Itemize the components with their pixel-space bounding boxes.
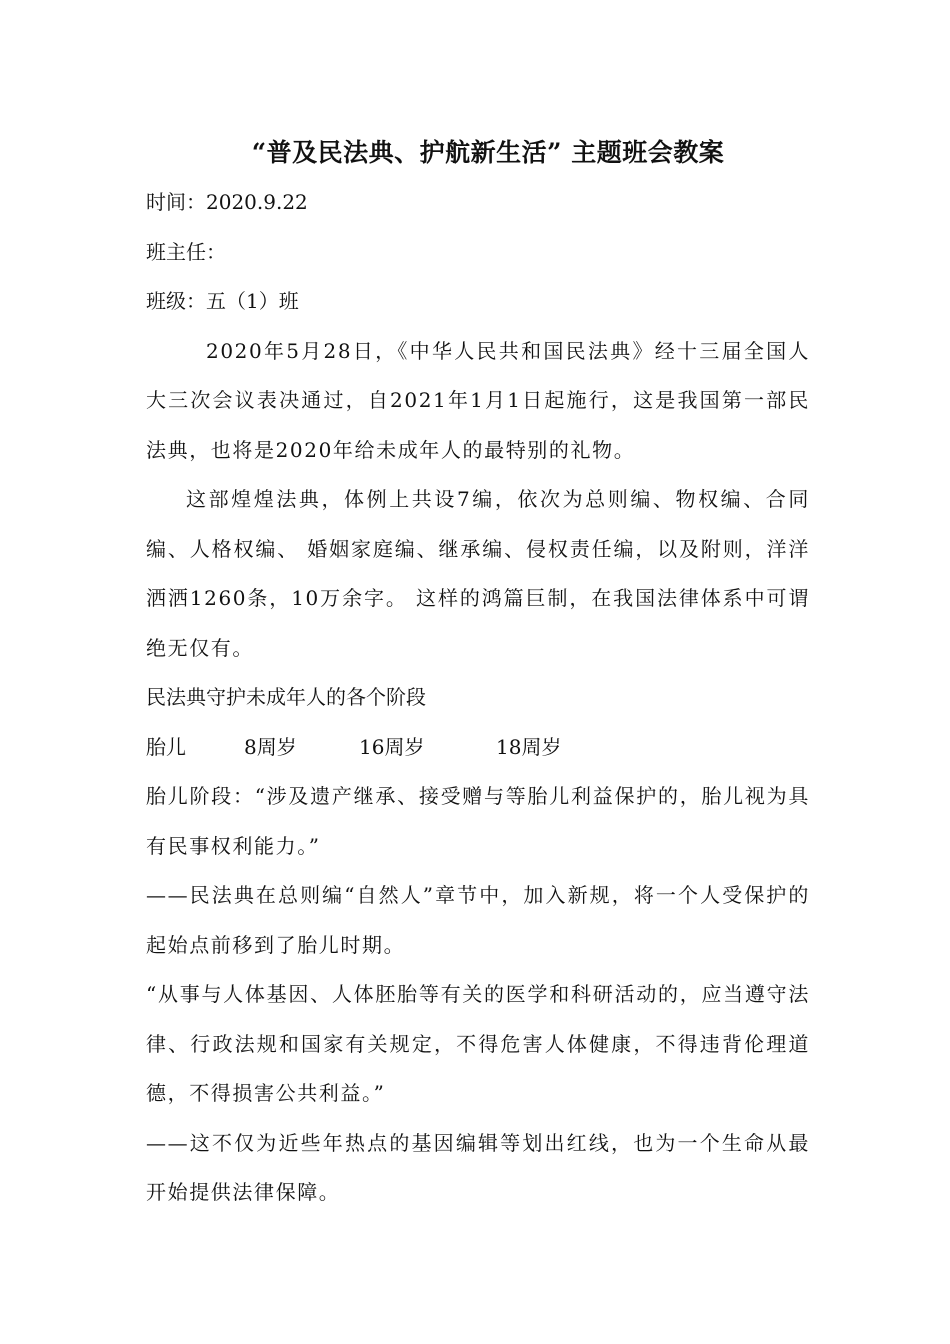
intro-paragraph: 2020年5月28日，《中华人民共和国民法典》经十三届全国人大三次会议表决通过，自2021年1月1日起施行，这是我国第一部民法典，也将是2020年给未成年人的最特别的礼物。 (146, 338, 810, 462)
fetus-quote: 胎儿阶段：“涉及遗产继承、接受赠与等胎儿利益保护的，胎儿视为具有民事权利能力。” (146, 784, 810, 858)
stage-item: 8周岁 (244, 734, 297, 759)
gene-quote: “从事与人体基因、人体胚胎等有关的医学和科研活动的，应当遵守法律、行政法规和国家有关规定，不得危害人体健康，不得违背伦理道德，不得损害公共利益。” (146, 982, 810, 1105)
section-heading: 民法典守护未成年人的各个阶段 (146, 685, 426, 709)
stage-item: 18周岁 (496, 734, 562, 759)
fetus-comment: ——民法典在总则编“自然人”章节中，加入新规，将一个人受保护的起始点前移到了胎儿时期。 (146, 883, 810, 957)
meta-class: 班级：五（1）班 (146, 289, 299, 313)
gene-comment: ——这不仅为近些年热点的基因编辑等划出红线，也为一个生命从最开始提供法律保障。 (146, 1130, 810, 1204)
document-title: “普及民法典、护航新生活” 主题班会教案 (251, 138, 725, 167)
structure-paragraph: 这部煌煌法典，体例上共设7编，依次为总则编、物权编、合同编、人格权编、 婚姻家庭编、继承编、侵权责任编，以及附则，洋洋洒洒1260条，10万余字。 这样的鸿篇巨制，在我国法律体系中可谓绝无仅有。 (146, 487, 810, 660)
stage-item: 胎儿 (146, 734, 186, 759)
stage-item: 16周岁 (359, 734, 425, 759)
stage-list (146, 723, 810, 773)
document-page (146, 128, 810, 1218)
meta-time: 时间：2020.9.22 (146, 190, 308, 214)
meta-teacher: 班主任： (146, 239, 226, 264)
